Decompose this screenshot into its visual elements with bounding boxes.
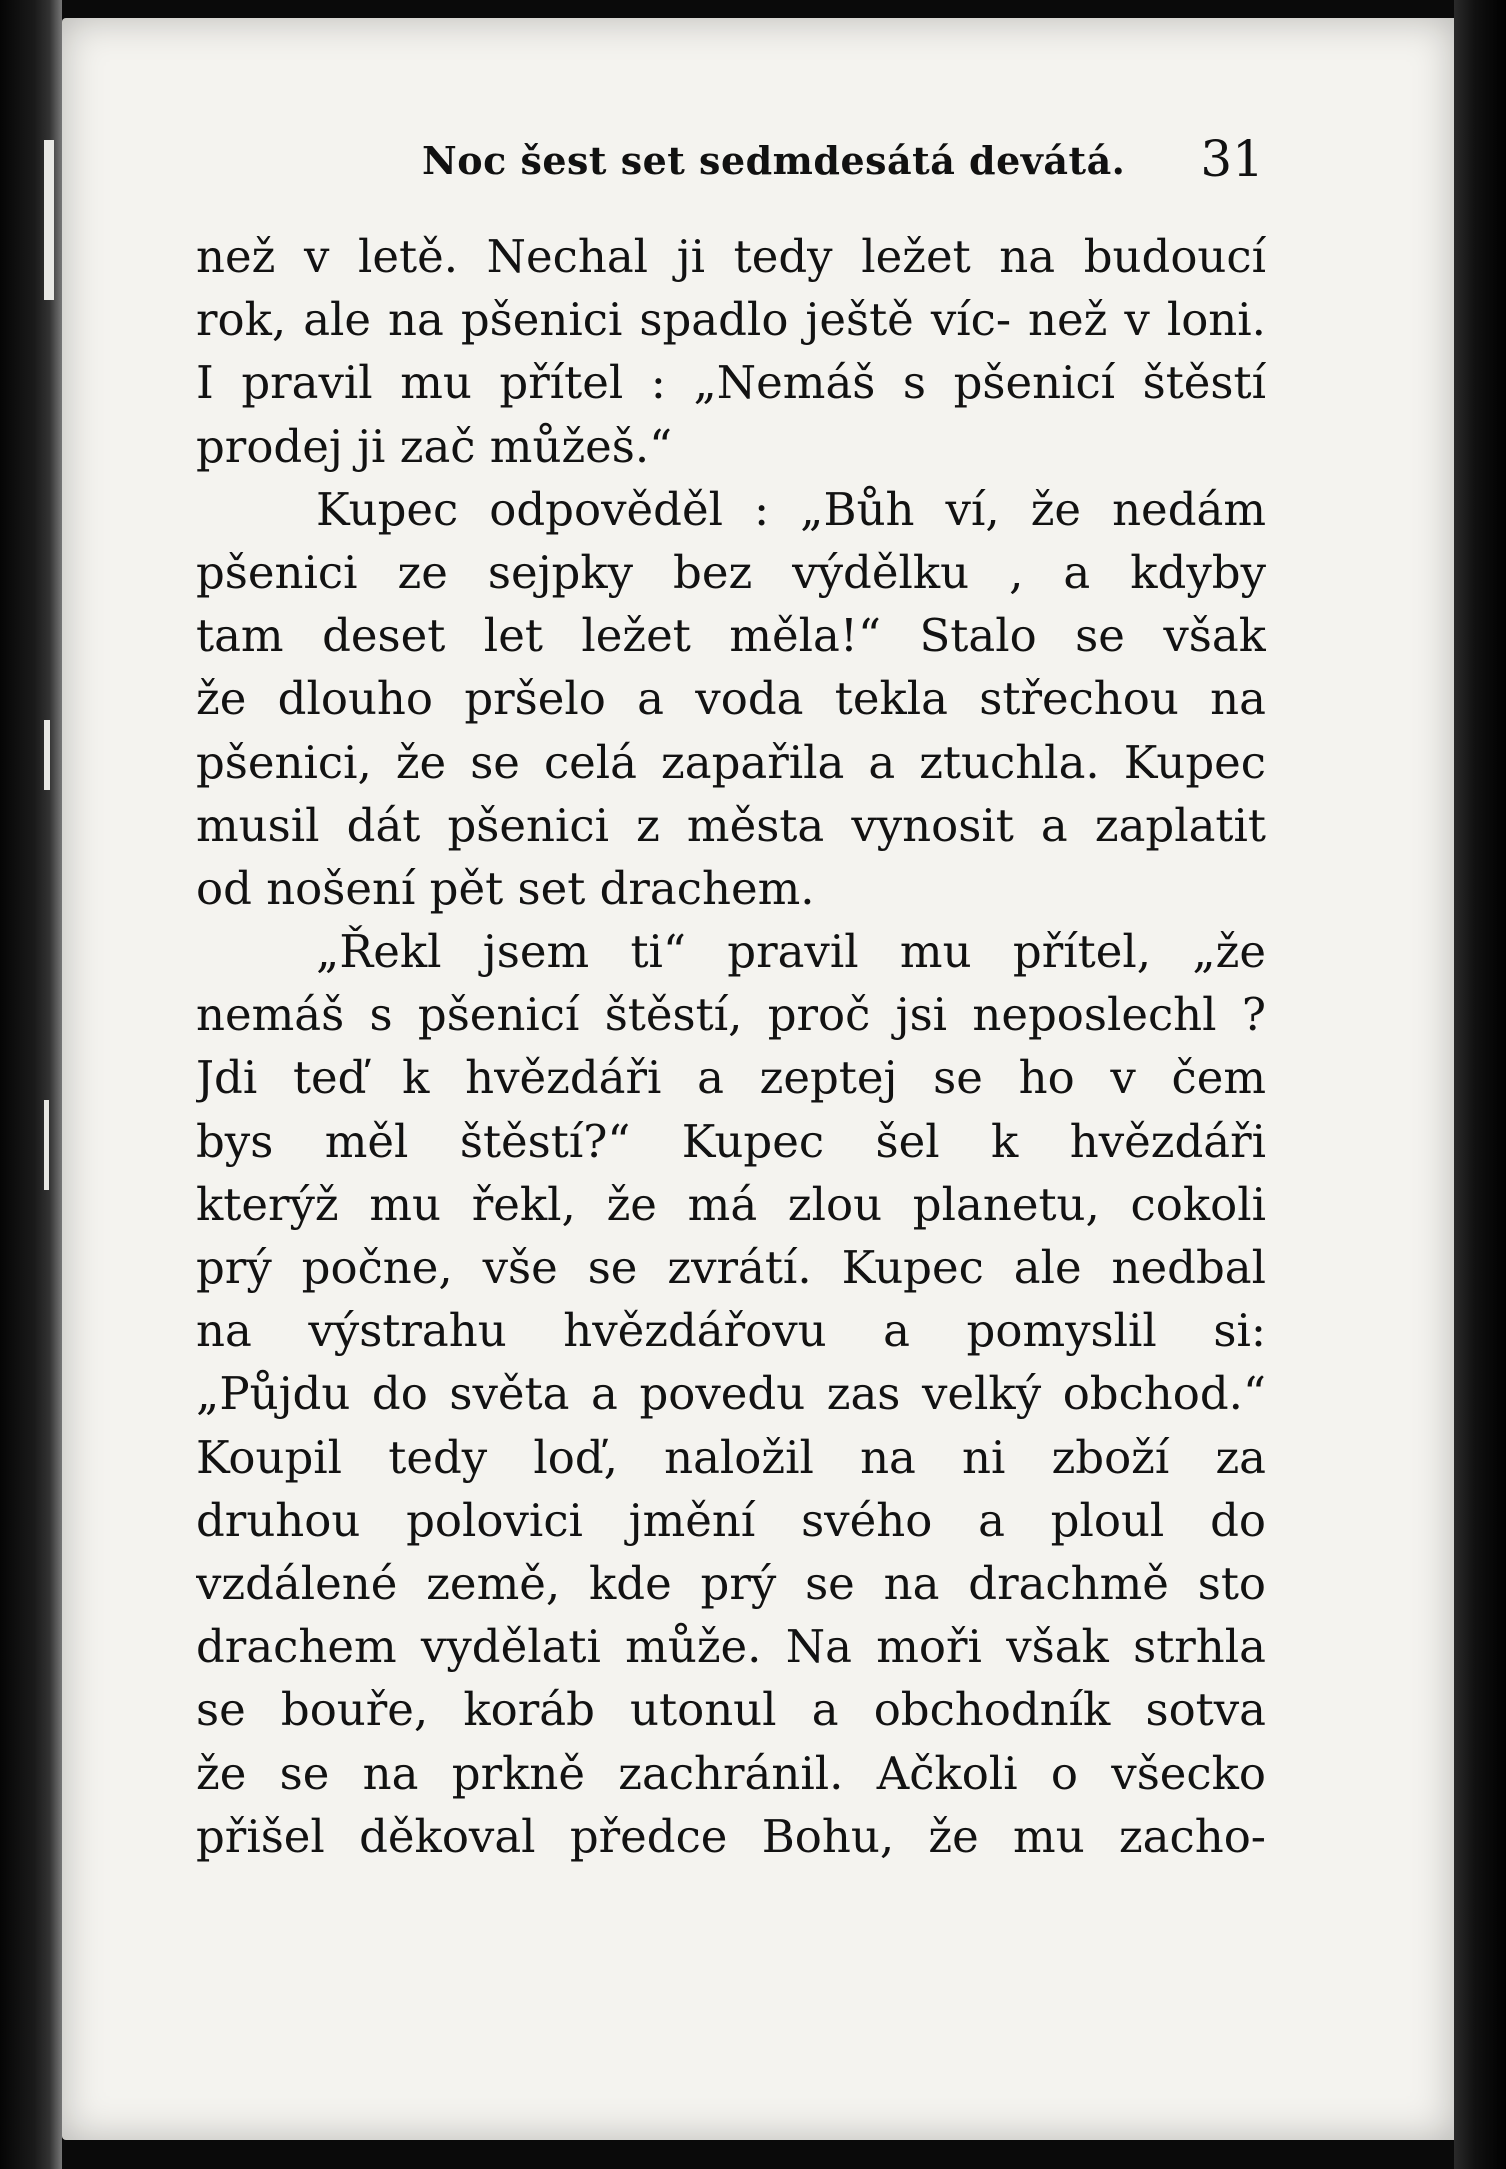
- text-line: že se na prkně zachránil. Ačkoli o všecko: [196, 1746, 1266, 1800]
- text-line: od nošení pět set drachem.: [196, 861, 815, 915]
- text-line: I pravil mu přítel : „Nemáš s pšenicí štěstí: [196, 356, 1266, 410]
- spine-highlight: [44, 140, 54, 300]
- page-number: 31: [1200, 130, 1264, 188]
- spine-highlight: [44, 720, 50, 790]
- text-line: Kupec odpověděl : „Bůh ví, že nedám: [316, 482, 1266, 536]
- text-line: druhou polovici jmění svého a ploul do: [196, 1493, 1266, 1547]
- text-line: drachem vydělati může. Na moři však strhla: [196, 1620, 1266, 1674]
- text-line: prodej ji zač můžeš.“: [196, 419, 673, 473]
- text-line: musil dát pšenici z města vynosit a zaplatit: [196, 798, 1266, 852]
- text-line: na výstrahu hvězdářovu a pomyslil si:: [196, 1304, 1266, 1358]
- text-line: rok, ale na pšenici spadlo ještě víc- než v loni.: [196, 293, 1266, 347]
- text-line: přišel děkoval předce Bohu, že mu zacho-: [196, 1809, 1266, 1863]
- text-line: „Půjdu do světa a povedu zas velký obchod.“: [196, 1367, 1266, 1421]
- text-line: Jdi teď k hvězdáři a zeptej se ho v čem: [196, 1051, 1266, 1105]
- text-line: pšenici ze sejpky bez výdělku , a kdyby: [196, 545, 1266, 599]
- text-line: bys měl štěstí?“ Kupec šel k hvězdáři: [196, 1114, 1266, 1168]
- text-line: že dlouho pršelo a voda tekla střechou na: [196, 672, 1266, 726]
- text-line: vzdálené země, kde prý se na drachmě sto: [196, 1556, 1266, 1610]
- spine-highlight: [44, 1100, 49, 1190]
- text-line: kterýž mu řekl, že má zlou planetu, cokoli: [196, 1177, 1266, 1231]
- running-title: Noc šest set sedmdesátá devátá.: [422, 138, 1126, 183]
- text-line: Koupil tedy loď, naložil na ni zboží za: [196, 1430, 1266, 1484]
- text-line: nemáš s pšenicí štěstí, proč jsi neposlechl ?: [196, 988, 1266, 1042]
- page-header: [422, 130, 1264, 190]
- text-line: než v letě. Nechal ji tedy ležet na budoucí: [196, 230, 1266, 283]
- book-spine-edge: [0, 0, 62, 2169]
- text-line: se bouře, koráb utonul a obchodník sotva: [196, 1683, 1266, 1737]
- text-line: pšenici, že se celá zapařila a ztuchla. Kupec: [196, 735, 1266, 789]
- text-line: tam deset let ležet měla!“ Stalo se však: [196, 609, 1266, 663]
- body-text: [196, 225, 1266, 1868]
- scan-right-edge: [1454, 0, 1506, 2169]
- text-line: prý počne, vše se zvrátí. Kupec ale nedbal: [196, 1241, 1266, 1294]
- text-line: „Řekl jsem ti“ pravil mu přítel, „že: [316, 925, 1266, 979]
